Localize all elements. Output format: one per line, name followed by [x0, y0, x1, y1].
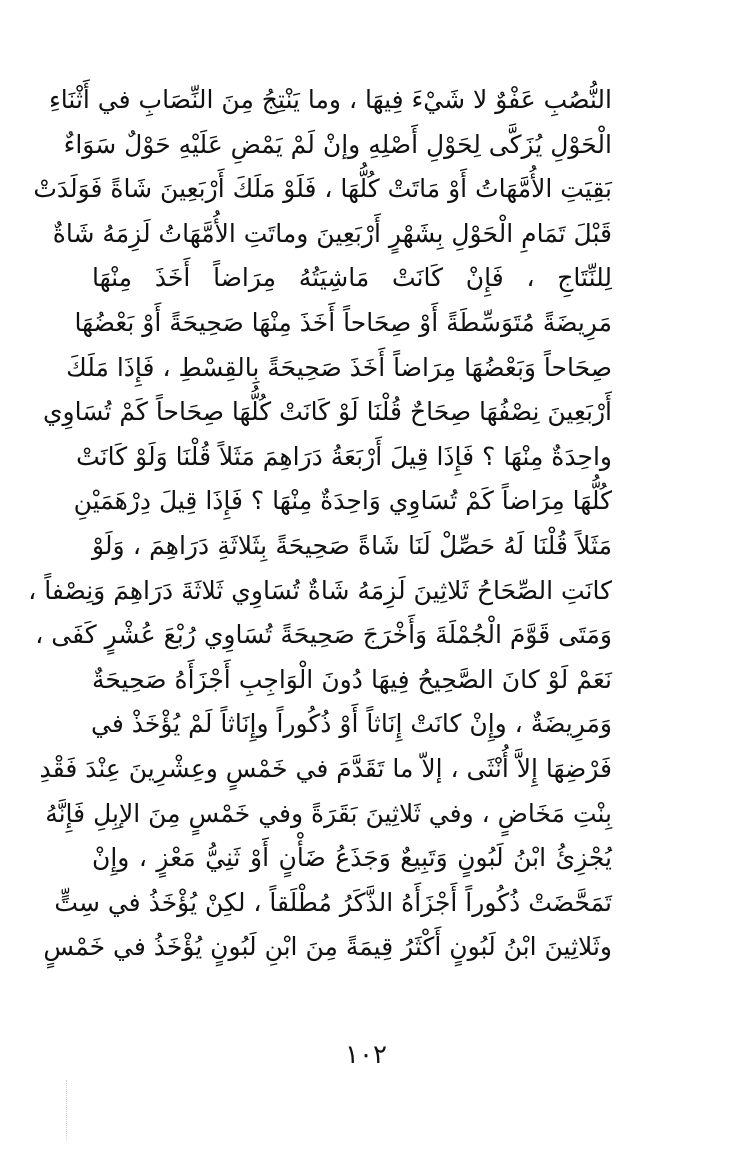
page-number: ١٠٢ [345, 1040, 387, 1070]
text-line: أَرْبَعِينَ نِصْفُهَا صِحَاحٌ قُلْنَا لَوْ كَانَتْ كُلُّهَا صِحَاحاً كَمْ تُسَاوِي [42, 397, 612, 427]
body-text [28, 78, 612, 970]
text-line: مَثَلاً قُلْنَا لَهُ حَصِّلْ لَنَا شَاةً صَحِيحَةً بِثَلاثَةِ دَرَاهِمَ ، وَلَوْ [92, 530, 612, 560]
scan-edge-mark [66, 1080, 69, 1140]
text-line: يُجْزِئُ ابْنُ لَبُونٍ وَتَبِيعٌ وَجَذَعُ ضَأْنٍ أَوْ ثَنِيُّ مَعْزٍ ، وإِنْ [92, 843, 612, 873]
text-line: وَمَتَى قَوَّمَ الْجُمْلَةَ وَأَخْرَجَ صَحِيحَةً تُسَاوِي رُبْعَ عُشْرٍ كَفَى ، [35, 620, 612, 650]
text-line: كُلُّهَا مِرَاضاً كَمْ تُسَاوِي وَاحِدَةٌ مِنْهَا ؟ فَإِذَا قِيلَ دِرْهَمَيْنِ [73, 486, 612, 516]
text-line: نَعَمْ لَوْ كانَ الصَّحِيحُ فِيهَا دُونَ الْوَاجِبِ أَجْزَأَهُ صَحِيحَةٌ [92, 664, 612, 694]
text-line: الْحَوْلِ يُزَكَّى لِحَوْلِ أَصْلِهِ وإنْ لَمْ يَمْضِ عَلَيْهِ حَوْلٌ سَوَاءٌ [63, 129, 612, 159]
text-line: بِنْتِ مَخَاضٍ ، وفي ثَلاثِينَ بَقَرَةً وفي خَمْسٍ مِنَ الإبِلِ فَإِنَّهُ [45, 798, 612, 828]
text-line: بَقِيَتِ الأُمَّهَاتُ أَوْ مَاتَتْ كُلُّهَا ، فَلَوْ مَلَكَ أَرْبَعِينَ شَاةً فَوَلَدَتْ [33, 174, 612, 204]
text-line: وثَلاثِينَ ابْنُ لَبُونٍ أَكْثَرُ قِيمَةً مِنَ ابْنِ لَبُونٍ يُؤْخَذُ في خَمْسٍ [43, 932, 612, 962]
text-line: فَرْضِهَا إِلاَّ أُنْثَى ، إلاّ ما تَقَدَّمَ في خَمْسٍ وعِشْرِينَ عِنْدَ فَقْدِ [39, 753, 612, 783]
text-line: قَبْلَ تَمَامِ الْحَوْلِ بِشَهْرٍ أَرْبَعِينَ وماتَتِ الأُمَّهَاتُ لَزِمَهُ شَاةٌ [52, 218, 612, 248]
text-line: النُّصُبِ عَفْوٌ لا شَيْءَ فِيهَا ، وما يَنْتِجُ مِنَ النِّصَابِ في أَثْنَاءِ [49, 85, 612, 114]
text-line: تَمَحَّضَتْ ذُكُوراً أَجْزَأَهُ الذَّكَرُ مُطْلَقاً ، لكِنْ يُؤْخَذُ في سِتٍّ [54, 887, 612, 917]
text-line: وَمَرِيضَةٌ ، وإِنْ كانَتْ إِنَاثاً أَوْ ذُكُوراً وإِنَاثاً لَمْ يُؤْخَذْ في [91, 709, 612, 739]
text-line: واحِدَةٌ مِنْهَا ؟ فَإِذَا قِيلَ أَرْبَعَةُ دَرَاهِمَ مَثَلاً قُلْنَا وَلَوْ كَانَتْ [76, 441, 612, 471]
text-line: لِلنِّتَاجِ ، فَإِنْ كَانَتْ مَاشِيَتُهُ مِرَاضاً أَخَذَ مِنْهَا [92, 263, 612, 293]
text-line: مَرِيضَةً مُتَوَسِّطَةً أَوْ صِحَاحاً أَخَذَ مِنْهَا صَحِيحَةً أَوْ بَعْضُهَا [74, 307, 612, 337]
text-line: كانَتِ الصِّحَاحُ ثَلاثِينَ لَزِمَهُ شَاةٌ تُسَاوِي ثَلاثَةَ دَرَاهِمَ وَنِصْفاً ، [28, 575, 612, 605]
text-line: صِحَاحاً وَبَعْضُهَا مِرَاضاً أَخَذَ صَحِيحَةً بِالقِسْطِ ، فَإِذَا مَلَكَ [66, 352, 612, 382]
